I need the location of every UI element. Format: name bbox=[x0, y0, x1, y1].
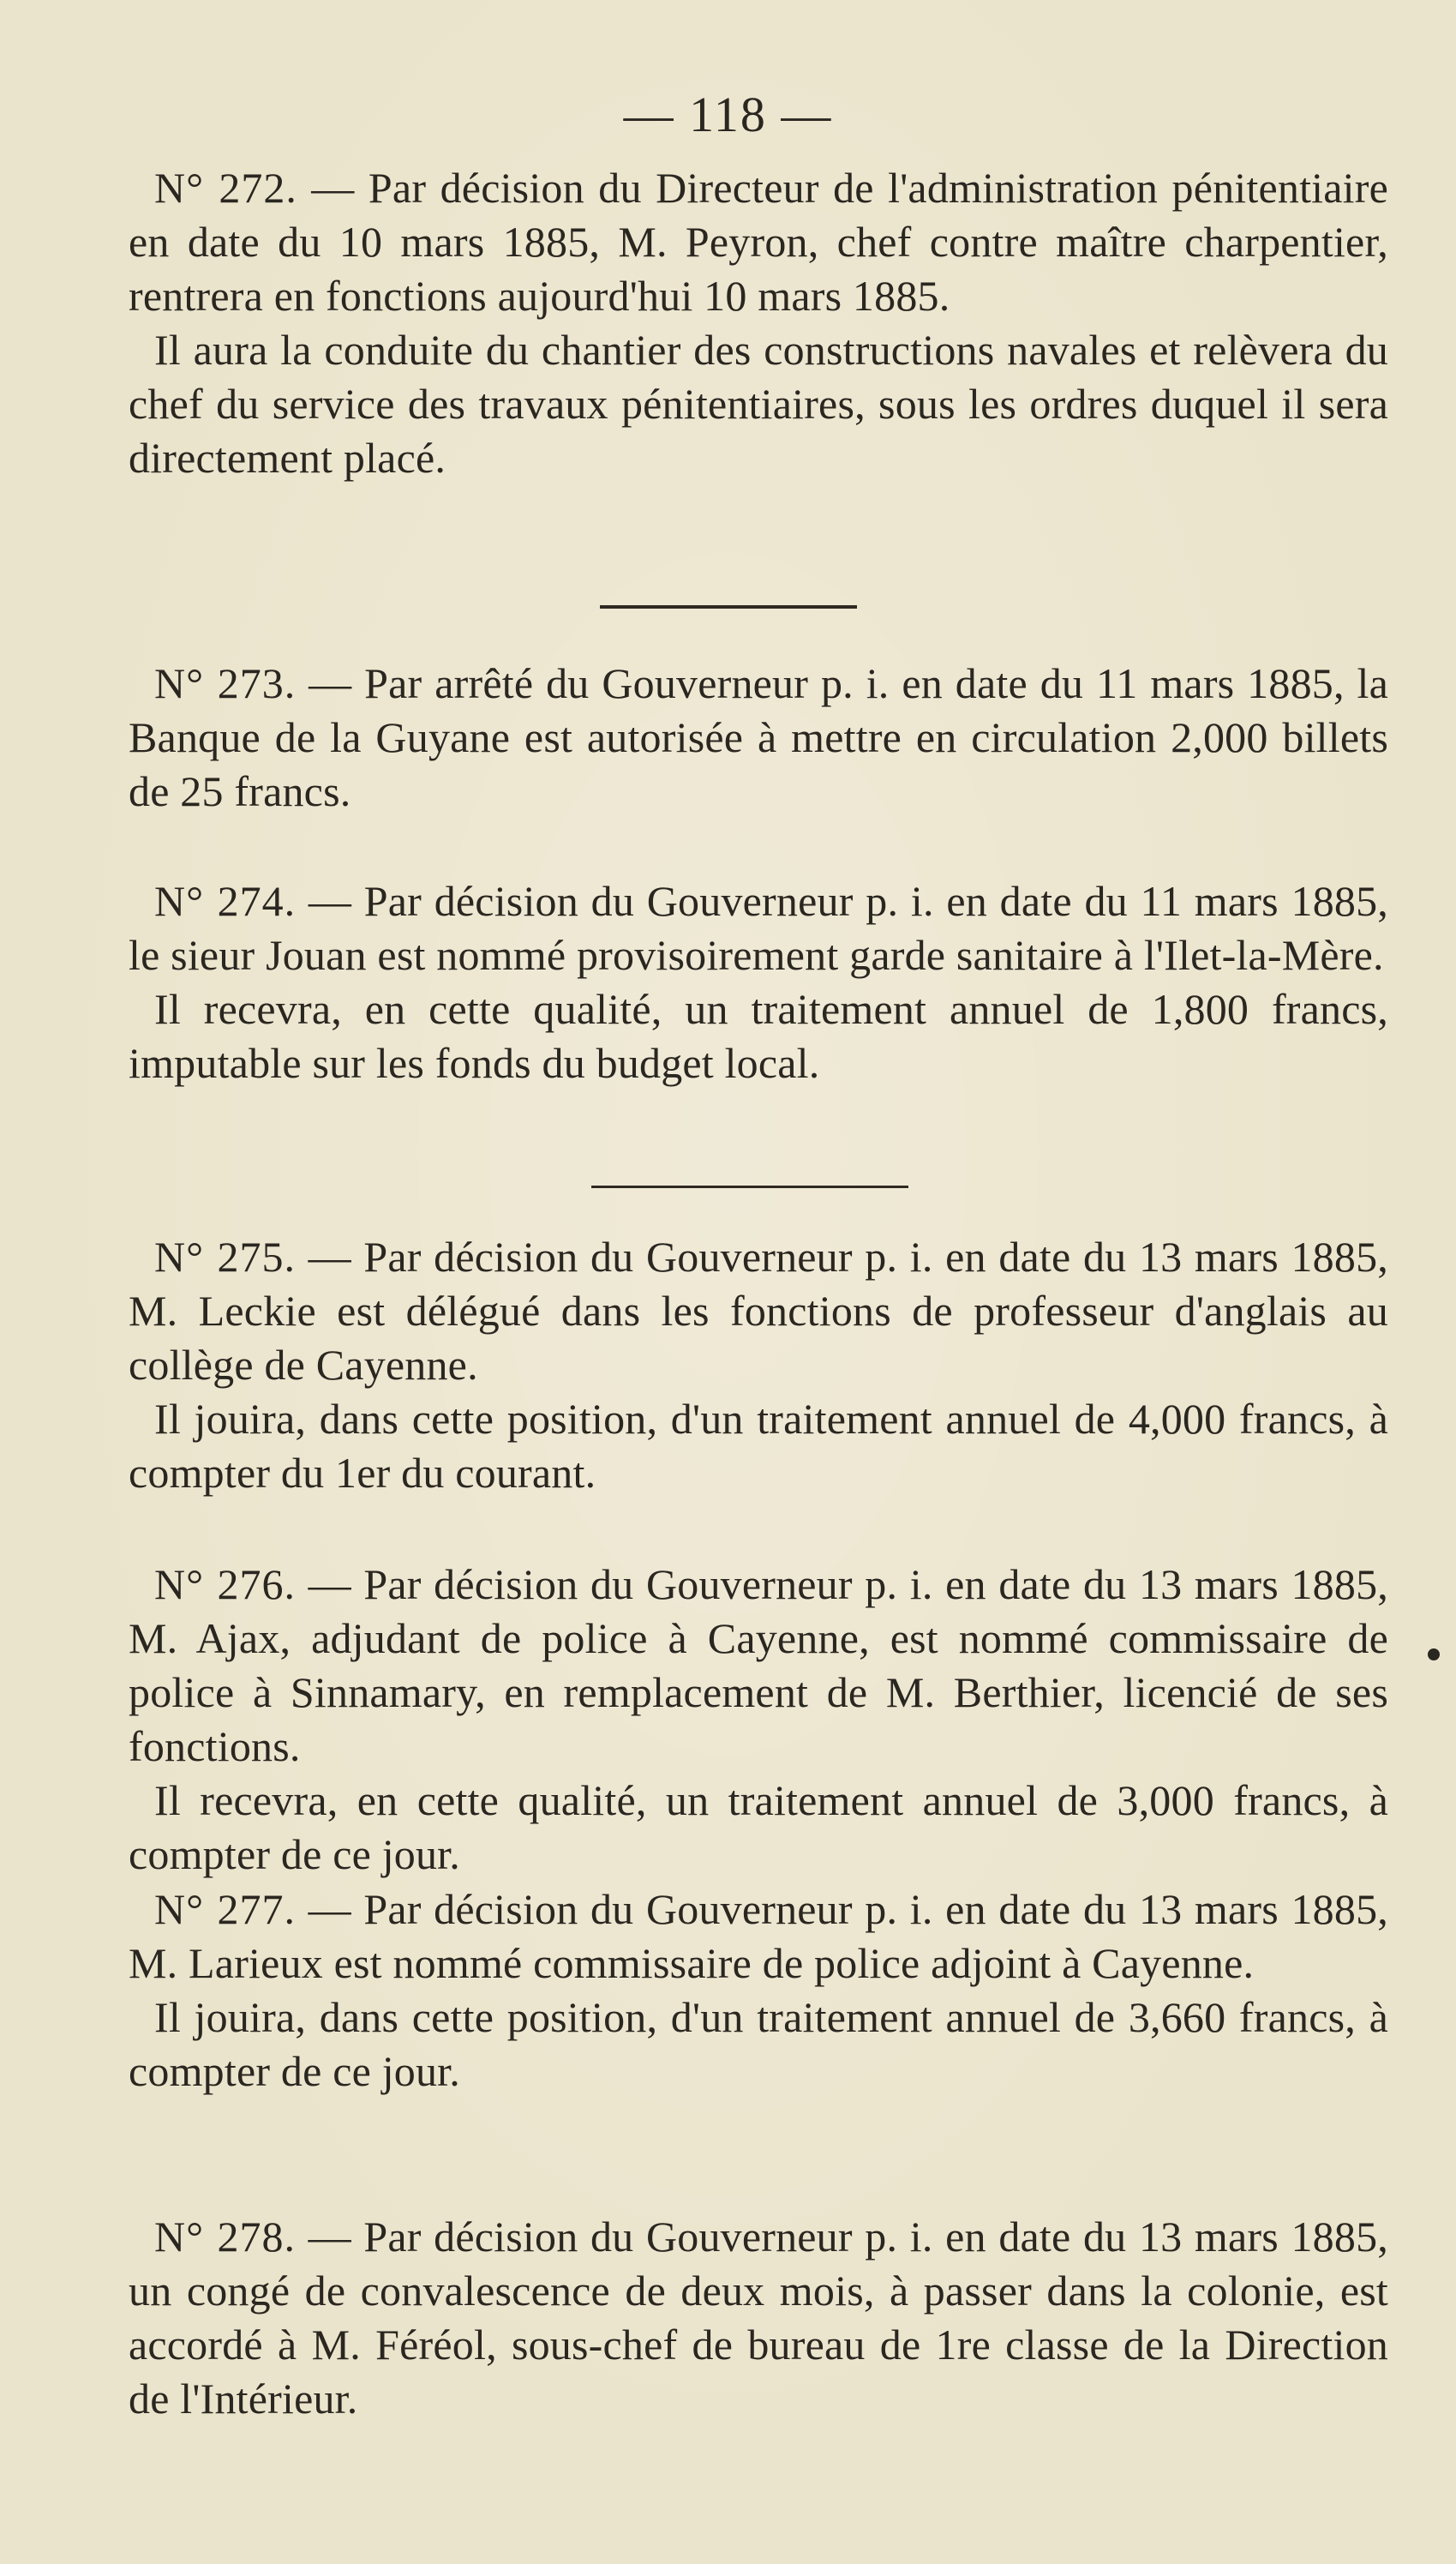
ink-dot-mark bbox=[1428, 1648, 1440, 1660]
entry-272 bbox=[129, 161, 1388, 485]
entry-277-number: N° 277. bbox=[154, 1885, 296, 1933]
entry-274-text-1: — Par décision du Gouverneur p. i. en date du 11 mars 1885, le sieur Jouan est nommé provisoirement garde sanitaire à l'Ilet-la-Mère. bbox=[129, 877, 1389, 979]
entry-272-number: N° 272. bbox=[154, 164, 297, 212]
entry-275-paragraph-1 bbox=[129, 1230, 1388, 1392]
entry-273-number: N° 273. bbox=[154, 659, 297, 707]
entry-276-paragraph-2: Il recevra, en cette qualité, un traitement annuel de 3,000 francs, à compter de ce jour. bbox=[129, 1776, 1388, 1878]
section-divider bbox=[600, 605, 857, 609]
entry-273-paragraph-1 bbox=[129, 657, 1388, 819]
entry-277-paragraph-1 bbox=[129, 1882, 1388, 1991]
entry-275-paragraph-2: Il jouira, dans cette position, d'un traitement annuel de 4,000 francs, à compter du 1er du courant. bbox=[129, 1395, 1388, 1497]
entry-277-paragraph-2: Il jouira, dans cette position, d'un traitement annuel de 3,660 francs, à compter de ce jour. bbox=[129, 1993, 1388, 2095]
entry-274-number: N° 274. bbox=[154, 877, 297, 925]
entry-274-paragraph-2: Il recevra, en cette qualité, un traitement annuel de 1,800 francs, imputable sur les fonds du budget local. bbox=[129, 985, 1388, 1087]
entry-275-number: N° 275. bbox=[154, 1233, 296, 1281]
page-number: — 118 — bbox=[623, 87, 833, 142]
entry-277-text-1: — Par décision du Gouverneur p. i. en date du 13 mars 1885, M. Larieux est nommé commissaire de police adjoint à Cayenne. bbox=[129, 1885, 1388, 1987]
entry-272-text-1: — Par décision du Directeur de l'administration pénitentiaire en date du 10 mars 1885, M. Peyron, chef contre maître charpentier, rentrera en fonctions aujourd'hui 10 mars 1885. bbox=[129, 164, 1388, 320]
entry-273-text-1: — Par arrêté du Gouverneur p. i. en date du 11 mars 1885, la Banque de la Guyane est autorisée à mettre en circulation 2,000 billets de 25 francs. bbox=[129, 659, 1389, 815]
entry-276-paragraph-1 bbox=[129, 1558, 1388, 1774]
entry-278-number: N° 278. bbox=[154, 2213, 296, 2261]
entry-278-text-1: — Par décision du Gouverneur p. i. en date du 13 mars 1885, un congé de convalescence de deux mois, à passer dans la colonie, est accordé à M. Féréol, sous-chef de bureau de 1re classe de la Direction de l'Intérieur. bbox=[129, 2213, 1388, 2423]
entry-276-number: N° 276. bbox=[154, 1560, 296, 1608]
entry-272-paragraph-1 bbox=[129, 161, 1388, 323]
entry-274 bbox=[129, 874, 1388, 1090]
entry-277 bbox=[129, 1882, 1388, 2099]
section-divider bbox=[591, 1186, 908, 1188]
entry-272-paragraph-2: Il aura la conduite du chantier des constructions navales et relèvera du chef du service des travaux pénitentiaires, sous les ordres duquel il sera directement placé. bbox=[129, 326, 1388, 482]
entry-278-paragraph-1 bbox=[129, 2210, 1388, 2426]
entry-278 bbox=[129, 2210, 1388, 2426]
entry-275 bbox=[129, 1230, 1388, 1500]
entry-274-paragraph-1 bbox=[129, 874, 1388, 982]
entry-276 bbox=[129, 1558, 1388, 1882]
entry-273 bbox=[129, 657, 1388, 819]
entry-276-text-1: — Par décision du Gouverneur p. i. en date du 13 mars 1885, M. Ajax, adjudant de police à Cayenne, est nommé commissaire de police à Sinnamary, en remplacement de M. Berthier, licencié de ses fonctions. bbox=[129, 1560, 1388, 1770]
entry-275-text-1: — Par décision du Gouverneur p. i. en date du 13 mars 1885, M. Leckie est délégué dans les fonctions de professeur d'anglais au collège de Cayenne. bbox=[129, 1233, 1388, 1389]
